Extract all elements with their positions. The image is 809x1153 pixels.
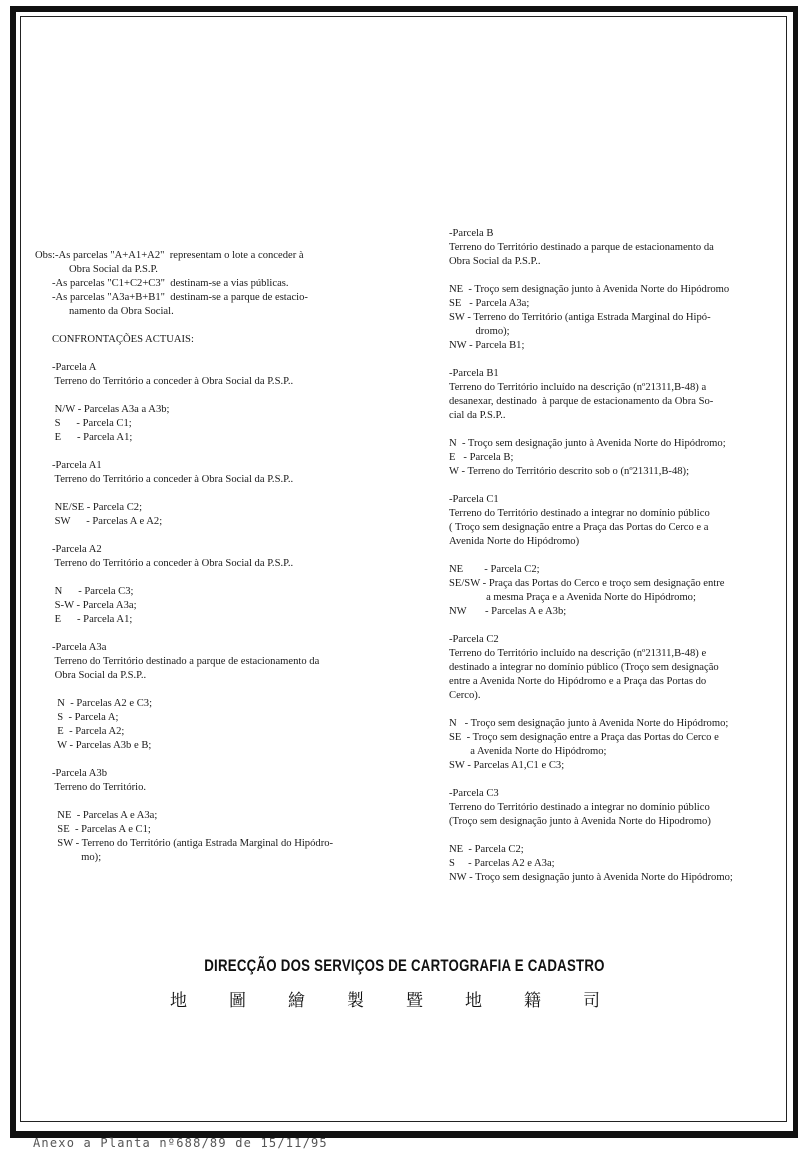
text-block bbox=[449, 227, 733, 269]
text-line: E - Parcela A1; bbox=[52, 432, 133, 443]
text-line: SE - Parcela A3a; bbox=[449, 298, 530, 309]
text-line: desanexar, destinado à parque de estacionamento da Obra So- bbox=[449, 396, 714, 407]
text-line: E - Parcela A1; bbox=[52, 614, 133, 625]
text-block bbox=[449, 493, 733, 549]
text-line: Terreno do Território a conceder à Obra Social da P.S.P.. bbox=[52, 376, 294, 387]
text-block bbox=[35, 543, 333, 571]
text-line: -Parcela C3 bbox=[449, 788, 499, 799]
chinese-char: 地 bbox=[465, 991, 482, 1011]
text-block bbox=[35, 249, 333, 319]
text-line: S - Parcela C1; bbox=[52, 418, 132, 429]
chinese-char: 繪 bbox=[288, 991, 305, 1011]
text-block bbox=[35, 809, 333, 865]
text-block bbox=[35, 585, 333, 627]
text-line: Terreno do Território incluído na descrição (nº21311,B-48) e bbox=[449, 648, 707, 659]
text-block bbox=[35, 333, 333, 347]
text-line: S - Parcelas A2 e A3a; bbox=[449, 858, 555, 869]
text-block bbox=[35, 361, 333, 389]
text-line: Terreno do Território a conceder à Obra Social da P.S.P.. bbox=[52, 474, 294, 485]
text-block bbox=[449, 787, 733, 829]
text-block bbox=[449, 717, 733, 773]
text-line: NE/SE - Parcela C2; bbox=[52, 502, 143, 513]
text-line: Terreno do Território destinado a integrar no domínio público bbox=[449, 508, 710, 519]
text-block bbox=[35, 767, 333, 795]
text-line: S - Parcela A; bbox=[52, 712, 119, 723]
chinese-char: 籍 bbox=[524, 991, 541, 1011]
text-line: Terreno do Território destinado a integrar no domínio público bbox=[449, 802, 710, 813]
text-line: N - Parcelas A2 e C3; bbox=[52, 698, 153, 709]
text-block bbox=[35, 403, 333, 445]
text-line: namento da Obra Social. bbox=[69, 306, 174, 317]
text-line: CONFRONTAÇÕES ACTUAIS: bbox=[52, 334, 194, 345]
text-line: -Parcela B bbox=[449, 228, 494, 239]
text-line: Obra Social da P.S.P.. bbox=[449, 256, 541, 267]
text-line: cial da P.S.P.. bbox=[449, 410, 506, 421]
text-line: NE - Parcelas A e A3a; bbox=[52, 810, 158, 821]
text-line: -As parcelas "C1+C2+C3" destinam-se a vias públicas. bbox=[52, 278, 289, 289]
text-line: SW - Terreno do Território (antiga Estrada Marginal do Hipó- bbox=[449, 312, 711, 323]
text-block bbox=[449, 843, 733, 885]
text-line: -Parcela C1 bbox=[449, 494, 499, 505]
text-line: a mesma Praça e a Avenida Norte do Hipódromo; bbox=[449, 592, 696, 603]
text-line: Cerco). bbox=[449, 690, 481, 701]
text-line: ( Troço sem designação entre a Praça das Portas do Cerco e a bbox=[449, 522, 709, 533]
text-line: Terreno do Território destinado a parque de estacionamento da bbox=[52, 656, 320, 667]
text-line: NE - Parcela C2; bbox=[449, 564, 540, 575]
text-line: (Troço sem designação junto à Avenida Norte do Hipodromo) bbox=[449, 816, 711, 827]
chinese-char: 暨 bbox=[406, 991, 423, 1011]
text-line: NW - Parcela B1; bbox=[449, 340, 525, 351]
text-line: SE/SW - Praça das Portas do Cerco e troço sem designação entre bbox=[449, 578, 725, 589]
text-line: -Parcela A bbox=[52, 362, 97, 373]
text-line: Terreno do Território. bbox=[52, 782, 147, 793]
text-line: W - Terreno do Território descrito sob o (nº21311,B-48); bbox=[449, 466, 690, 477]
chinese-char: 地 bbox=[170, 991, 187, 1011]
text-line: SW - Parcelas A e A2; bbox=[52, 516, 163, 527]
chinese-char: 司 bbox=[583, 991, 600, 1011]
text-line: N - Troço sem designação junto à Avenida Norte do Hipódromo; bbox=[449, 438, 726, 449]
right-column bbox=[449, 227, 733, 899]
text-line: SE - Troço sem designação entre a Praça das Portas do Cerco e bbox=[449, 732, 719, 743]
text-line: Terreno do Território destinado a parque de estacionamento da bbox=[449, 242, 714, 253]
text-line: Obra Social da P.S.P.. bbox=[52, 670, 147, 681]
text-line: Obs:-As parcelas "A+A1+A2" representam o lote a conceder à bbox=[35, 250, 304, 261]
text-line: N - Troço sem designação junto à Avenida Norte do Hipódromo; bbox=[449, 718, 729, 729]
text-line: -Parcela C2 bbox=[449, 634, 499, 645]
text-block bbox=[449, 437, 733, 479]
text-line: -Parcela A3b bbox=[52, 768, 108, 779]
text-line: SW - Terreno do Território (antiga Estrada Marginal do Hipódro- bbox=[52, 838, 334, 849]
text-block bbox=[35, 697, 333, 753]
annex-note: Anexo a Planta nº688/89 de 15/11/95 bbox=[33, 1136, 328, 1150]
text-line: dromo); bbox=[449, 326, 510, 337]
text-line: -Parcela A1 bbox=[52, 460, 102, 471]
text-line: -Parcela A3a bbox=[52, 642, 107, 653]
text-line: destinado a integrar no domínio público (Troço sem designação bbox=[449, 662, 719, 673]
chinese-char: 製 bbox=[347, 991, 364, 1011]
text-line: -Parcela A2 bbox=[52, 544, 102, 555]
text-line: mo); bbox=[52, 852, 102, 863]
text-line: Obra Social da P.S.P. bbox=[69, 264, 158, 275]
text-line: Avenida Norte do Hipódromo) bbox=[449, 536, 580, 547]
text-line: W - Parcelas A3b e B; bbox=[52, 740, 152, 751]
text-line: NE - Troço sem designação junto à Avenida Norte do Hipódromo bbox=[449, 284, 730, 295]
text-block bbox=[35, 501, 333, 529]
text-line: NE - Parcela C2; bbox=[449, 844, 524, 855]
text-line: N/W - Parcelas A3a a A3b; bbox=[52, 404, 170, 415]
text-line: SE - Parcelas A e C1; bbox=[52, 824, 151, 835]
text-line: N - Parcela C3; bbox=[52, 586, 134, 597]
text-block bbox=[449, 283, 733, 353]
text-line: E - Parcela A2; bbox=[52, 726, 125, 737]
text-block bbox=[449, 563, 733, 619]
text-line: NW - Parcelas A e A3b; bbox=[449, 606, 567, 617]
agency-title-chinese bbox=[170, 986, 600, 1011]
text-line: E - Parcela B; bbox=[449, 452, 514, 463]
text-line: a Avenida Norte do Hipódromo; bbox=[449, 746, 607, 757]
left-column bbox=[35, 249, 333, 879]
chinese-char: 圖 bbox=[229, 991, 246, 1011]
text-block bbox=[35, 459, 333, 487]
text-line: Terreno do Território a conceder à Obra Social da P.S.P.. bbox=[52, 558, 294, 569]
text-block bbox=[35, 641, 333, 683]
text-line: NW - Troço sem designação junto à Avenida Norte do Hipódromo; bbox=[449, 872, 733, 883]
text-block bbox=[449, 633, 733, 703]
text-line: SW - Parcelas A1,C1 e C3; bbox=[449, 760, 565, 771]
text-line: -As parcelas "A3a+B+B1" destinam-se a parque de estacio- bbox=[52, 292, 308, 303]
text-block bbox=[449, 367, 733, 423]
text-line: Terreno do Território incluído na descrição (nº21311,B-48) a bbox=[449, 382, 707, 393]
text-line: entre a Avenida Norte do Hipódromo e a Praça das Portas do bbox=[449, 676, 707, 687]
agency-title: DIRECÇÃO DOS SERVIÇOS DE CARTOGRAFIA E CADASTRO bbox=[204, 956, 605, 975]
text-line: -Parcela B1 bbox=[449, 368, 499, 379]
text-line: S-W - Parcela A3a; bbox=[52, 600, 137, 611]
